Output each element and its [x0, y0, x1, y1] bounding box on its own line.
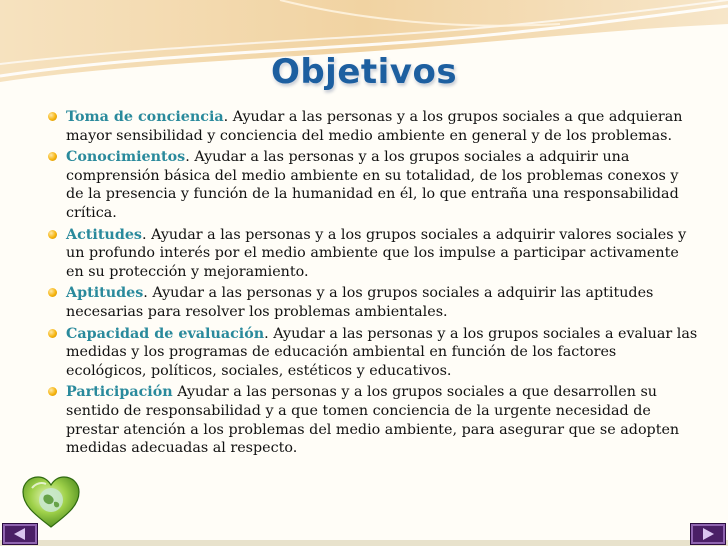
- item-term: Toma de conciencia: [66, 109, 224, 125]
- list-item: [48, 108, 698, 145]
- triangle-left-icon: [3, 524, 37, 544]
- item-text: Ayudar a las personas y a los grupos sociales a adquirir valores sociales y un profundo interés por el medio ambiente que los impulse a participar activamente en su protección y mejoramiento.: [66, 226, 687, 280]
- previous-slide-button[interactable]: [2, 523, 38, 545]
- item-term: Aptitudes: [66, 285, 144, 302]
- item-term: Actitudes: [66, 226, 142, 243]
- bullet-icon: [48, 329, 57, 338]
- list-item: [48, 325, 698, 381]
- bullet-icon: [48, 112, 57, 121]
- item-text: Ayudar a las personas y a los grupos sociales a que desarrollen su sentido de responsabilidad y a que tomen conciencia de la urgente necesidad de prestar atención a los problemas del medio ambiente, para asegurar que se adopten medidas adecuadas al respecto.: [66, 384, 680, 457]
- item-separator: .: [264, 325, 269, 342]
- triangle-right-icon: [691, 524, 725, 544]
- list-item: [48, 148, 698, 222]
- list-item: [48, 284, 698, 321]
- bullet-icon: [48, 152, 57, 161]
- item-separator: .: [223, 109, 229, 125]
- list-item: [48, 226, 698, 282]
- item-text: Ayudar a las personas y a los grupos sociales a evaluar las medidas y los programas de educación ambiental en función de los factores ecológicos, políticos, sociales, estéticos y educativos.: [66, 325, 698, 379]
- item-separator: .: [141, 226, 147, 243]
- list-item: [48, 383, 698, 457]
- item-text: Ayudar a las personas y a los grupos sociales a adquirir las aptitudes necesarias para resolver los problemas ambientales.: [66, 285, 654, 320]
- item-term: Participación: [66, 384, 173, 401]
- item-term: Capacidad de evaluación: [66, 325, 265, 342]
- item-separator: .: [143, 285, 148, 302]
- item-text: Ayudar a las personas y a los grupos sociales a que adquieran mayor sensibilidad y conciencia del medio ambiente en general y de los problemas.: [66, 109, 683, 144]
- bullet-icon: [48, 230, 57, 239]
- item-text: Ayudar a las personas y a los grupos sociales a adquirir una comprensión básica del medio ambiente en su totalidad, de los problemas conexos y de la presencia y función de la humanidad en él, lo que entraña una responsabilidad crítica.: [66, 149, 679, 221]
- footer-bar: [0, 540, 728, 546]
- heart-globe-icon: [20, 474, 82, 530]
- bullet-icon: [48, 288, 57, 297]
- bullet-icon: [48, 387, 57, 396]
- slide-title: Objetivos: [270, 52, 458, 92]
- next-slide-button[interactable]: [690, 523, 726, 545]
- item-separator: .: [185, 149, 190, 166]
- item-term: Conocimientos: [66, 149, 186, 166]
- objectives-list: [48, 108, 698, 461]
